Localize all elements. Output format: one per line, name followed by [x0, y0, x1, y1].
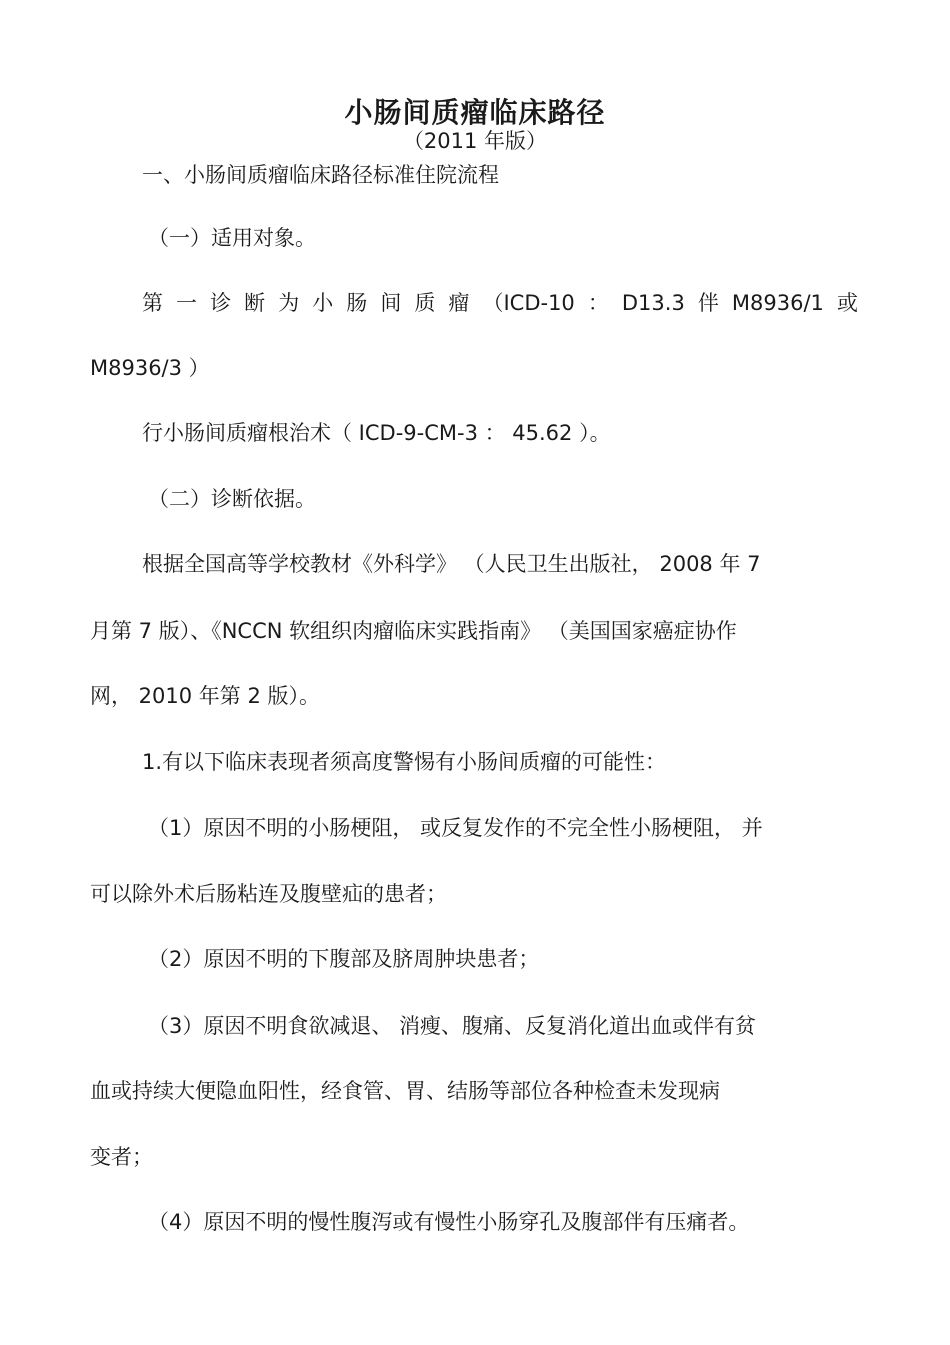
diagnosis-word: 诊: [210, 291, 232, 315]
subsection-heading: （二）诊断依据。: [148, 487, 316, 511]
diagnosis-word: 一: [176, 291, 198, 315]
diagnosis-word: 质: [414, 291, 436, 315]
page-title: 小肠间质瘤临床路径: [344, 95, 606, 129]
basis-line: 网， 2010 年第 2 版）。: [90, 684, 321, 708]
diagnosis-word: 肠: [346, 291, 368, 315]
diagnosis-word: 伴: [697, 291, 719, 315]
basis-line: 月第 7 版）、《NCCN 软组织肉瘤临床实践指南》 （美国国家癌症协作: [90, 619, 737, 643]
diagnosis-line-continued: M8936/3 ）: [90, 356, 210, 380]
diagnosis-word: 第: [142, 291, 163, 315]
diagnosis-word: 为: [278, 291, 300, 315]
surgery-line: 行小肠间质瘤根治术（ ICD-9-CM-3 ： 45.62 ）。: [142, 421, 611, 445]
criterion-line: 可以除外术后肠粘连及腹壁疝的患者；: [90, 882, 447, 906]
criterion-line: （3）原因不明食欲减退、 消瘦、腹痛、反复消化道出血或伴有贫: [148, 1014, 757, 1038]
basis-line: 根据全国高等学校教材《外科学》 （人民卫生出版社， 2008 年 7: [142, 552, 761, 576]
edition-subtitle: （2011 年版）: [402, 129, 548, 153]
item-heading: 1.有以下临床表现者须高度警惕有小肠间质瘤的可能性：: [142, 750, 667, 774]
diagnosis-word: 断: [244, 291, 266, 315]
diagnosis-word: D13.3: [621, 291, 685, 315]
criterion-line: （4）原因不明的慢性腹泻或有慢性小肠穿孔及腹部伴有压痛者。: [148, 1210, 750, 1234]
criterion-line: （2）原因不明的下腹部及脐周肿块患者；: [148, 947, 540, 971]
diagnosis-word: （ICD-10: [482, 291, 575, 315]
diagnosis-word: 瘤: [448, 291, 470, 315]
criterion-line: （1）原因不明的小肠梗阻， 或反复发作的不完全性小肠梗阻， 并: [148, 816, 763, 840]
diagnosis-line: [142, 288, 858, 318]
criterion-line: 变者；: [90, 1145, 153, 1169]
criterion-line: 血或持续大便隐血阳性，经食管、胃、结肠等部位各种检查未发现病: [90, 1079, 720, 1103]
diagnosis-word: ：: [587, 291, 609, 315]
subsection-heading: （一）适用对象。: [148, 226, 316, 250]
diagnosis-word: M8936/1: [731, 291, 824, 315]
diagnosis-word: 间: [380, 291, 402, 315]
diagnosis-word: 或: [836, 291, 858, 315]
diagnosis-word: 小: [312, 291, 334, 315]
section-heading: 一、小肠间质瘤临床路径标准住院流程: [142, 163, 499, 187]
